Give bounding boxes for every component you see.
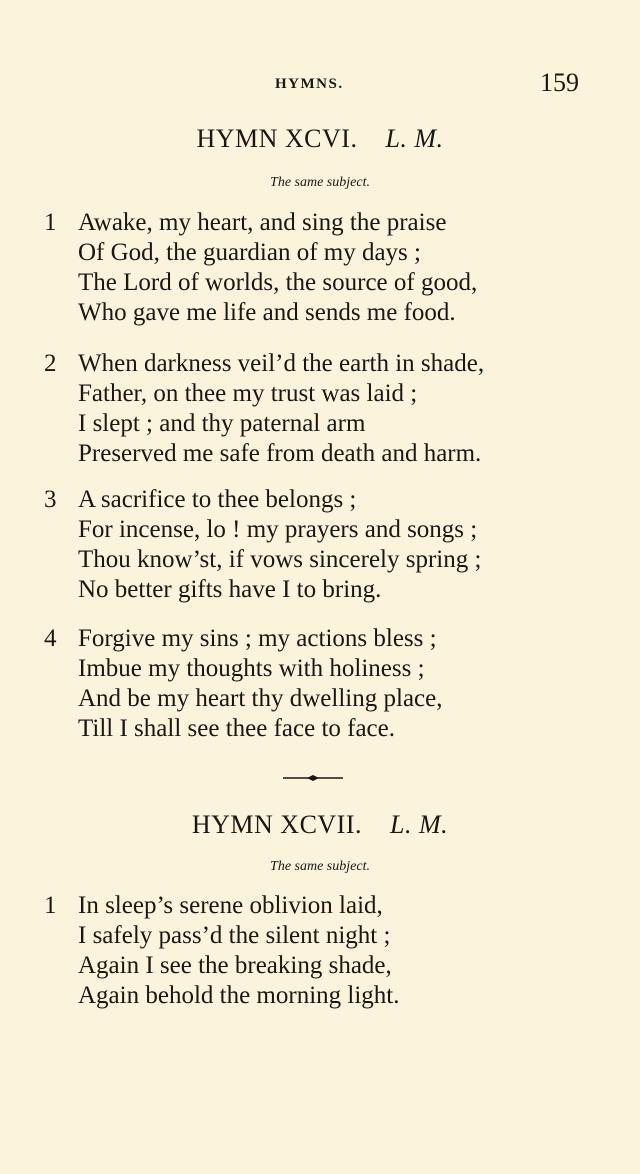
hymn-number: HYMN XCVI. <box>196 124 358 153</box>
hymn-meter: L. M. <box>385 124 444 153</box>
verse-line: I slept ; and thy paternal arm <box>78 410 366 437</box>
verse-line: Preserved me safe from death and harm. <box>78 440 482 467</box>
hymn-subject: The same subject. <box>270 859 370 874</box>
running-title: HYMNS. <box>275 76 344 92</box>
hymn-title <box>0 124 640 154</box>
stanza-number: 2 <box>44 350 57 377</box>
stanza-number: 1 <box>44 892 57 919</box>
verse-line: Imbue my thoughts with holiness ; <box>78 655 425 682</box>
verse-line: Who gave me life and sends me food. <box>78 299 456 326</box>
stanza-number: 3 <box>44 486 57 513</box>
hymn-meter: L. M. <box>390 810 449 839</box>
verse-line: Again behold the morning light. <box>78 982 400 1009</box>
hymn-number: HYMN XCVII. <box>191 810 363 839</box>
verse-line: Till I shall see thee face to face. <box>78 715 396 742</box>
running-head <box>0 68 640 100</box>
verse-line: Of God, the guardian of my days ; <box>78 239 421 266</box>
verse-line: When darkness veil’d the earth in shade, <box>78 350 485 377</box>
verse-line: Awake, my heart, and sing the praise <box>78 209 447 236</box>
stanza-number: 1 <box>44 209 57 236</box>
page-number: 159 <box>540 68 579 97</box>
stanza-number: 4 <box>44 625 57 652</box>
verse-line: And be my heart thy dwelling place, <box>78 685 443 712</box>
verse-line: A sacrifice to thee belongs ; <box>78 486 357 513</box>
verse-line: Thou know’st, if vows sincerely spring ; <box>78 546 482 573</box>
divider-ornament-icon <box>283 772 343 784</box>
verse-line: The Lord of worlds, the source of good, <box>78 269 478 296</box>
hymn-subject: The same subject. <box>270 175 370 190</box>
verse-line: I safely pass’d the silent night ; <box>78 922 391 949</box>
verse-line: No better gifts have I to bring. <box>78 576 382 603</box>
verse-line: Forgive my sins ; my actions bless ; <box>78 625 437 652</box>
verse-line: In sleep’s serene oblivion laid, <box>78 892 383 919</box>
verse-line: For incense, lo ! my prayers and songs ; <box>78 516 478 543</box>
verse-line: Father, on thee my trust was laid ; <box>78 380 418 407</box>
hymn-title <box>0 810 640 840</box>
verse-line: Again I see the breaking shade, <box>78 952 392 979</box>
